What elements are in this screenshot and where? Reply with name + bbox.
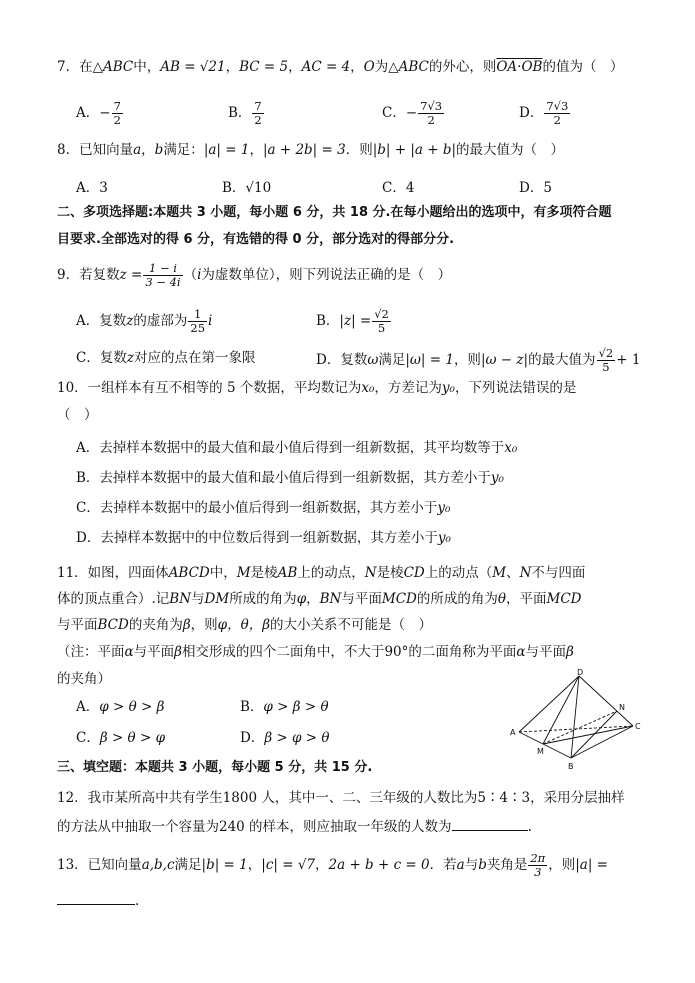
- q7-o: O: [363, 59, 375, 75]
- option-text: 满足: [378, 352, 406, 368]
- fraction: [418, 100, 444, 127]
- line-bn: [571, 711, 617, 758]
- var: x₀: [504, 440, 518, 456]
- numerator: 7: [113, 99, 121, 113]
- option-text: 的虚部为: [133, 313, 188, 329]
- q10-text: ，方差记为: [374, 380, 442, 396]
- var: MCD: [381, 591, 417, 607]
- var: M: [236, 565, 251, 581]
- var: a: [456, 857, 465, 873]
- q11-line-1: [57, 562, 585, 584]
- option-text: D．复数: [316, 352, 368, 368]
- q11-text: 90°: [384, 644, 409, 660]
- var: α: [124, 644, 134, 660]
- q8-condition: |a + 2b| = 3: [262, 142, 346, 158]
- fraction: [372, 308, 391, 335]
- q8-comma: ，: [249, 142, 263, 158]
- q11-text: 的所成的角为: [416, 591, 498, 607]
- option-label: B．: [228, 105, 252, 121]
- fraction: [252, 100, 263, 127]
- denominator: 2: [553, 113, 561, 127]
- fraction: [143, 262, 182, 289]
- var: DM: [204, 591, 230, 607]
- var: ABCD: [168, 565, 210, 581]
- var: ω: [367, 352, 379, 368]
- numerator: 2π: [530, 851, 546, 865]
- q8-option-c: C．4: [382, 180, 415, 196]
- q13-stem: [57, 851, 608, 879]
- q8-text: 8．已知向量: [57, 142, 134, 158]
- q7-option-a: [76, 99, 124, 127]
- q11-text: 是棱: [250, 565, 278, 581]
- q11-text: 、: [506, 565, 520, 581]
- var: |b| = 1: [201, 857, 248, 873]
- option-text: 对应的点在第一象限: [133, 350, 256, 366]
- label-m: M: [537, 747, 544, 756]
- q8-stem: [57, 139, 564, 161]
- label-a: A: [510, 728, 516, 737]
- q11-text: 中，: [209, 565, 237, 581]
- q11-text: 的夹角为: [128, 617, 183, 633]
- denominator: 25: [190, 321, 206, 335]
- q11-text: 上的动点，: [297, 565, 365, 581]
- option-label: C．: [382, 105, 406, 121]
- q7-stem: [57, 56, 623, 78]
- var: |z| =: [339, 313, 372, 329]
- q7-comma: ，: [350, 59, 364, 75]
- q8-condition: |a| = 1: [203, 142, 250, 158]
- q7-ac: AC = 4: [301, 59, 351, 75]
- q9-stem: [57, 261, 452, 289]
- q9-option-d: [316, 346, 641, 374]
- q10-option-b: [76, 467, 504, 489]
- q11-note-2: 的夹角）: [57, 671, 111, 687]
- section-3-heading: 三、填空题：本题共 3 小题，每小题 5 分，共 15 分.: [57, 760, 373, 775]
- q11-text: 与平面: [57, 617, 98, 633]
- q7-triangle: △ABC: [388, 59, 429, 75]
- q13-text: 13．已知向量: [57, 857, 142, 873]
- var: y₀: [490, 470, 504, 486]
- q11-option-b: [240, 696, 329, 718]
- fraction: [597, 347, 616, 374]
- q9-z: z =: [119, 267, 143, 283]
- q11-text: 与: [191, 591, 205, 607]
- var: M: [492, 565, 507, 581]
- var: y₀: [441, 380, 455, 396]
- var: |ω| = 1: [405, 352, 454, 368]
- q9-option-b: [316, 307, 392, 335]
- q7-text: 7．在: [57, 59, 93, 75]
- q8-comma: ，: [141, 142, 155, 158]
- option-label: D．: [240, 730, 265, 746]
- var: CD: [403, 565, 425, 581]
- option-value: √10: [245, 180, 272, 196]
- var: φ，θ，β: [217, 617, 271, 633]
- q11-option-a: [76, 696, 164, 718]
- var: a,b,c: [141, 857, 175, 873]
- q11-line-3: [57, 614, 432, 636]
- q12-line-1: 12．我市某所高中共有学生1800 人，其中一、二、三年级的人数比为5∶4∶3，采用分层抽样: [57, 790, 625, 806]
- fraction: [188, 308, 207, 335]
- q13-end: .: [135, 893, 140, 909]
- q12-text: 的方法从中抽取一个容量为240 的样本，则应抽取一年级的人数为: [57, 819, 452, 835]
- q9-text: 9．若复数: [57, 267, 120, 283]
- q8-vector-a: a: [133, 142, 142, 158]
- q10-option-d: [76, 527, 451, 549]
- var: i: [208, 313, 213, 329]
- q10-text: 10．一组样本有互不相等的 5 个数据，平均数记为: [57, 380, 362, 396]
- q9-text: 为虚数单位），则下列说法正确的是（ ）: [201, 267, 452, 283]
- q11-text: 与平面: [341, 591, 382, 607]
- denominator: 2: [427, 113, 435, 127]
- q10-text: ，下列说法错误的是: [454, 380, 577, 396]
- q11-text: 不与四面: [531, 565, 586, 581]
- q12-end: .: [527, 819, 532, 835]
- var: φ: [296, 591, 307, 607]
- q11-text: 相交形成的四个二面角中，不大于: [181, 644, 385, 660]
- q11-line-2: [57, 588, 581, 610]
- q13-text: ，则: [548, 857, 576, 873]
- q9-i: i: [197, 267, 202, 283]
- answer-blank[interactable]: [452, 815, 528, 831]
- var: z: [126, 350, 134, 366]
- q8-text: ．则: [345, 142, 373, 158]
- option-text: + 1: [616, 352, 641, 368]
- q9-option-c: [76, 347, 255, 369]
- option-value: φ > β > θ: [263, 699, 329, 715]
- option-text: C．去掉样本数据中的最小值后得到一组新数据，其方差小于: [76, 500, 438, 516]
- q8-expression: |b| + |a + b|: [372, 142, 457, 158]
- q10-option-c: [76, 497, 450, 519]
- option-label: B．: [222, 180, 246, 196]
- q13-text: ，: [315, 857, 329, 873]
- q11-text: 与平面: [133, 644, 175, 660]
- sign: −: [99, 105, 111, 121]
- numerator: √2: [374, 307, 389, 321]
- option-label: A．: [76, 105, 100, 121]
- var: 2a + b + c = 0: [328, 857, 430, 873]
- label-c: C: [635, 722, 641, 731]
- option-label: C．: [76, 730, 100, 746]
- q9-text: （: [183, 267, 198, 283]
- q7-text: 中，: [133, 59, 161, 75]
- numerator: 7√3: [420, 99, 443, 113]
- q10-stem: [57, 377, 576, 399]
- numerator: 7: [254, 99, 262, 113]
- denominator: 3 − 4i: [145, 275, 181, 289]
- q7-option-d: [519, 99, 571, 127]
- q13-answer-line: [57, 890, 139, 912]
- q13-text: 夹角是: [486, 857, 528, 873]
- q9-option-a: [76, 307, 213, 335]
- edge-dc: [579, 676, 633, 726]
- option-label: B．: [316, 313, 340, 329]
- numerator: 7√3: [546, 99, 569, 113]
- q8-option-a: A．3: [76, 180, 108, 196]
- numerator: √2: [598, 346, 614, 360]
- q7-triangle: △ABC: [92, 59, 134, 75]
- fraction: [528, 852, 547, 879]
- option-value: φ > θ > β: [99, 699, 165, 715]
- q13-text: 满足: [174, 857, 202, 873]
- q8-text: 满足：: [163, 142, 204, 158]
- q8-option-d: D．5: [519, 180, 552, 196]
- q7-option-c: [382, 99, 445, 127]
- var: θ: [497, 591, 506, 607]
- fraction: [544, 100, 570, 127]
- q12-line-2: [57, 815, 532, 837]
- option-label: D．: [519, 105, 544, 121]
- label-d: D: [577, 668, 584, 677]
- q7-comma: ，: [288, 59, 302, 75]
- line-mc: [543, 726, 633, 744]
- q11-text: ，则: [190, 617, 218, 633]
- option-text: A．复数: [76, 313, 127, 329]
- option-text: B．去掉样本数据中的最大值和最小值后得到一组新数据，其方差小于: [76, 470, 491, 486]
- denominator: 2: [113, 113, 121, 127]
- option-value: β > θ > φ: [99, 730, 166, 746]
- q11-text: 与平面: [525, 644, 566, 660]
- denominator: 2: [254, 113, 262, 127]
- var: BN: [319, 591, 342, 607]
- section-2-heading-cont: 目要求.全部选对的得 6 分，有选错的得 0 分，部分选对的得部分分.: [57, 232, 455, 247]
- q13-text: ．若: [429, 857, 457, 873]
- edge-ab: [519, 732, 571, 758]
- edge-bc: [571, 726, 633, 758]
- option-value: β > φ > θ: [264, 730, 330, 746]
- q13-text: 与: [464, 857, 479, 873]
- option-text: A．去掉样本数据中的最大值和最小值后得到一组新数据，其平均数等于: [76, 440, 505, 456]
- var: BCD: [97, 617, 129, 633]
- var: MCD: [546, 591, 582, 607]
- q8-option-b: [222, 177, 271, 199]
- q13-text: ，: [247, 857, 262, 873]
- q7-option-b: [228, 99, 265, 127]
- var: α: [516, 644, 526, 660]
- option-text: C．复数: [76, 350, 127, 366]
- q11-text: 11．如图，四面体: [57, 565, 169, 581]
- section-2-heading: 二、多项选择题:本题共 3 小题，每小题 6 分，共 18 分.在每小题给出的选项中，有多项符合题: [57, 205, 612, 220]
- var: y₀: [437, 500, 451, 516]
- var: N: [519, 565, 532, 581]
- option-text: 的最大值为: [528, 352, 596, 368]
- option-label: B．: [240, 699, 264, 715]
- denominator: 3: [534, 865, 542, 879]
- q7-text: 为: [374, 59, 389, 75]
- q11-text: 的大小关系不可能是（ ）: [270, 617, 433, 633]
- answer-blank[interactable]: [57, 890, 135, 905]
- var: BN: [169, 591, 192, 607]
- q7-comma: ，: [225, 59, 240, 75]
- q7-text: 的值为（ ）: [542, 59, 624, 75]
- q8-vector-b: b: [154, 142, 164, 158]
- q11-note-1: [57, 641, 574, 663]
- option-text: D．去掉样本数据中的中位数后得到一组新数据，其方差小于: [76, 530, 438, 546]
- label-n: N: [619, 703, 625, 712]
- var: β: [566, 644, 574, 660]
- var: z: [126, 313, 134, 329]
- fraction: [112, 100, 123, 127]
- q11-text: ，: [306, 591, 320, 607]
- q7-bc: BC = 5: [239, 59, 289, 75]
- q10-answer-paren: （ ）: [57, 407, 98, 423]
- var: β: [174, 644, 182, 660]
- q11-text: 是棱: [376, 565, 404, 581]
- var: b: [478, 857, 487, 873]
- q11-text: 体的顶点重合）.记: [57, 591, 170, 607]
- q7-ab: AB = √21: [160, 59, 226, 75]
- var: y₀: [437, 530, 451, 546]
- var: |c| = √7: [261, 857, 316, 873]
- var: |ω − z|: [480, 352, 529, 368]
- numerator: 1: [188, 308, 207, 322]
- q11-option-d: [240, 727, 330, 749]
- numerator: 1 − i: [143, 262, 182, 276]
- q11-text: （注：平面: [57, 644, 125, 660]
- label-b: B: [568, 762, 574, 771]
- q11-text: 所成的角为: [229, 591, 297, 607]
- denominator: 5: [377, 321, 386, 335]
- q10-option-a: [76, 437, 517, 459]
- q8-text: 的最大值为（ ）: [456, 142, 565, 158]
- q7-vectors: OA·OB: [496, 59, 543, 75]
- var: x₀: [361, 380, 375, 396]
- var: AB: [277, 565, 298, 581]
- var: |a| =: [575, 857, 608, 873]
- q11-text: 上的动点（: [424, 565, 493, 581]
- q7-text: 的外心，则: [428, 59, 497, 75]
- option-label: A．: [76, 699, 100, 715]
- denominator: 5: [602, 360, 610, 374]
- q11-text: ，平面: [506, 591, 547, 607]
- edge-da: [519, 676, 579, 732]
- sign: −: [405, 105, 418, 121]
- q11-option-c: [76, 727, 165, 749]
- var: β: [182, 617, 191, 633]
- option-text: ，则: [453, 352, 481, 368]
- var: N: [364, 565, 377, 581]
- q11-text: 的二面角称为平面: [408, 644, 517, 660]
